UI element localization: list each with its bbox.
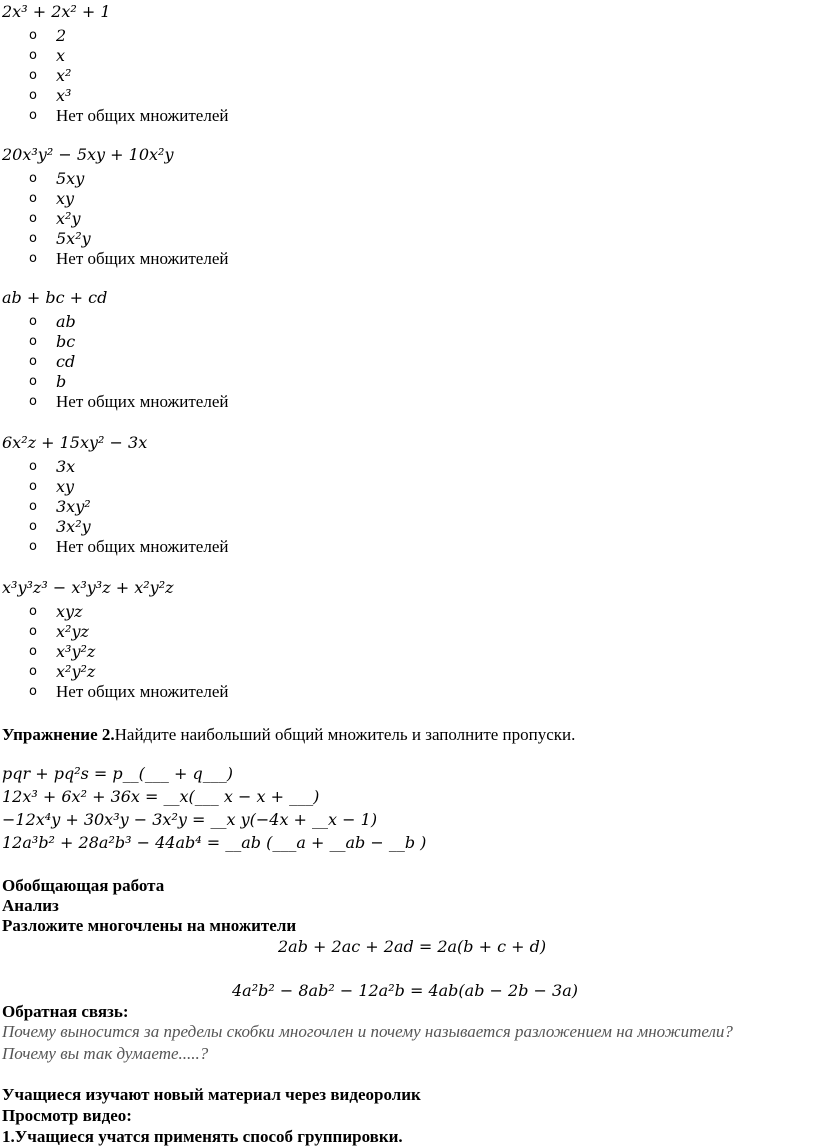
bullet-icon: o [29, 88, 37, 103]
bullet-icon: o [29, 108, 37, 123]
video-watch: Просмотр видео: [2, 1106, 132, 1125]
bullet-icon: o [29, 644, 37, 659]
option-label: cd [56, 352, 76, 371]
option-label: 3x²y [56, 517, 91, 536]
option-label: Нет общих множителей [56, 249, 229, 268]
bullet-icon: o [29, 334, 37, 349]
option-label: Нет общих множителей [56, 106, 229, 125]
bullet-icon: o [29, 499, 37, 514]
option-label: xyz [56, 602, 83, 621]
option-label: x³y²z [56, 642, 96, 661]
bullet-icon: o [29, 539, 37, 554]
feedback-question-2: Почему вы так думаете.....? [2, 1044, 209, 1063]
option-label: b [56, 372, 67, 391]
bullet-icon: o [29, 171, 37, 186]
option-label: x³ [56, 86, 72, 105]
option-label: 5xy [56, 169, 85, 188]
summary-title: Обобщающая работа [2, 876, 165, 895]
bullet-icon: o [29, 684, 37, 699]
equation-line: pqr + pq²s = p__(___ + q___) [2, 764, 233, 783]
feedback-question-1: Почему выносится за пределы скобки многочлен и почему называется разложением на множители? [2, 1022, 733, 1041]
bullet-icon: o [29, 394, 37, 409]
option-label: x [56, 46, 66, 65]
option-label: x²y [56, 209, 81, 228]
option-label: 5x²y [56, 229, 91, 248]
option-label: x²yz [56, 622, 89, 641]
bullet-icon: o [29, 374, 37, 389]
exercise-2-text: Найдите наибольший общий множитель и заполните пропуски. [114, 725, 576, 744]
task-title: Разложите многочлены на множители [2, 916, 297, 935]
option-label: 3xy² [56, 497, 91, 516]
option-label: x² [56, 66, 72, 85]
feedback-title: Обратная связь: [2, 1002, 129, 1021]
question-5-expression: x³y³z³ − x³y³z + x²y²z [2, 578, 174, 597]
equation-line: 12a³b² + 28a²b³ − 44ab⁴ = __ab (___a + __ab − __b ) [2, 833, 427, 852]
option-label: 3x [56, 457, 76, 476]
bullet-icon: o [29, 68, 37, 83]
summary-equation-1: 2ab + 2ac + 2ad = 2a(b + c + d) [278, 937, 547, 956]
question-2-expression: 20x³y² − 5xy + 10x²y [2, 145, 174, 164]
option-label: ab [56, 312, 76, 331]
option-label: xy [56, 477, 75, 496]
bullet-icon: o [29, 459, 37, 474]
question-3-expression: ab + bc + cd [2, 288, 108, 307]
bullet-icon: o [29, 48, 37, 63]
video-intro: Учащиеся изучают новый материал через видеоролик [2, 1085, 421, 1104]
question-4-expression: 6x²z + 15xy² − 3x [2, 433, 148, 452]
equation-line: −12x⁴y + 30x³y − 3x²y = __x y(−4x + __x − 1) [2, 810, 378, 829]
exercise-2-label: Упражнение 2. [2, 725, 115, 744]
bullet-icon: o [29, 664, 37, 679]
bullet-icon: o [29, 28, 37, 43]
option-label: bc [56, 332, 76, 351]
option-label: Нет общих множителей [56, 392, 229, 411]
analysis-title: Анализ [2, 896, 59, 915]
bullet-icon: o [29, 314, 37, 329]
option-label: 2 [56, 26, 67, 45]
exercise-2-heading [2, 724, 575, 746]
summary-equation-2: 4a²b² − 8ab² − 12a²b = 4ab(ab − 2b − 3a) [232, 981, 578, 1000]
bullet-icon: o [29, 191, 37, 206]
option-label: x²y²z [56, 662, 96, 681]
option-label: Нет общих множителей [56, 682, 229, 701]
bullet-icon: o [29, 354, 37, 369]
bullet-icon: o [29, 231, 37, 246]
bullet-icon: o [29, 519, 37, 534]
question-1-expression: 2x³ + 2x² + 1 [2, 2, 111, 21]
bullet-icon: o [29, 251, 37, 266]
option-label: Нет общих множителей [56, 537, 229, 556]
fill-in-equations [2, 762, 426, 854]
video-grouping-task: 1.Учащиеся учатся применять способ группировки. [2, 1127, 403, 1146]
bullet-icon: o [29, 604, 37, 619]
bullet-icon: o [29, 624, 37, 639]
option-label: xy [56, 189, 75, 208]
bullet-icon: o [29, 211, 37, 226]
bullet-icon: o [29, 479, 37, 494]
equation-line: 12x³ + 6x² + 36x = __x(___ x − x + ___) [2, 787, 320, 806]
